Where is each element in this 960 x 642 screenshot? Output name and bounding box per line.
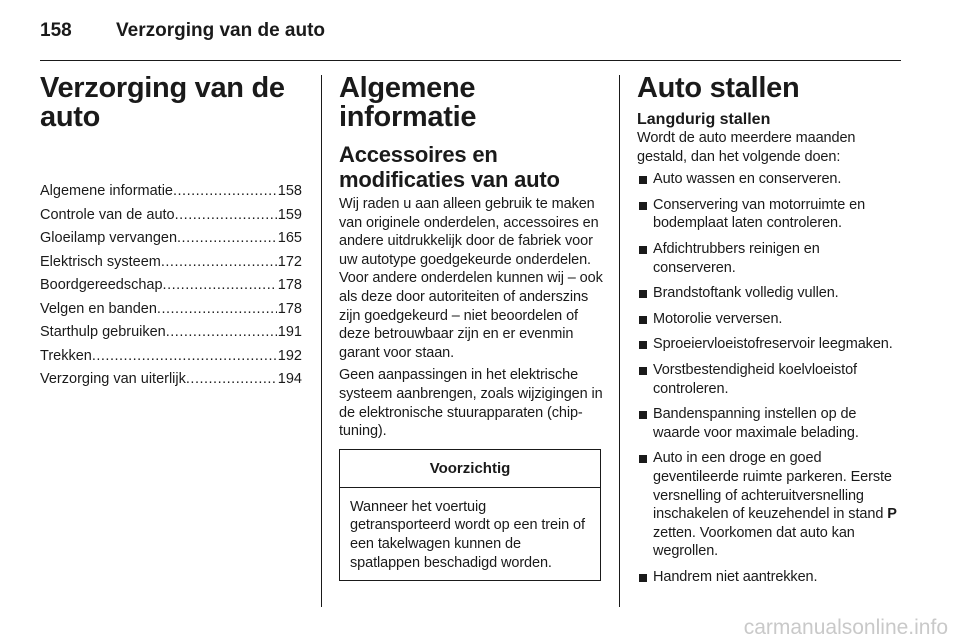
toc-label: Gloeilamp vervangen <box>40 230 178 246</box>
list-item <box>637 405 903 442</box>
section-title: Auto stallen <box>637 72 800 104</box>
chapter-column <box>40 74 302 392</box>
bullet-square-icon <box>639 341 647 349</box>
toc-entry[interactable] <box>40 227 302 251</box>
toc-entry[interactable] <box>40 321 302 345</box>
bullet-square-icon <box>639 290 647 298</box>
list-item-text: Handrem niet aantrekken. <box>653 568 818 585</box>
toc-entry[interactable] <box>40 345 302 369</box>
body-paragraph: Geen aanpassingen in het elektrische systeem aanbrengen, zoals wijzigingen in de elektronische stuurapparaten (chip-tuning). <box>339 367 603 440</box>
bullet-square-icon <box>639 202 647 210</box>
caution-box <box>339 449 601 581</box>
gear-position-label: P <box>887 506 897 523</box>
table-of-contents <box>40 180 302 392</box>
toc-label: Controle van de auto <box>40 206 175 223</box>
toc-leader <box>186 368 277 392</box>
list-item <box>637 240 903 277</box>
toc-leader <box>163 274 277 298</box>
list-item-text: Auto in een droge en goed geventileerde ruimte parkeren. Eerste versnelling of achteruitversnelling inschakelen of keuzehendel in stand <box>653 450 892 523</box>
list-item-text: zetten. Voorkomen dat auto kan wegrollen. <box>653 524 855 560</box>
toc-page: 159 <box>277 206 302 223</box>
toc-label: Elektrisch systeem <box>40 253 161 270</box>
list-item <box>637 310 903 329</box>
bullet-square-icon <box>639 455 647 463</box>
list-item <box>637 568 903 587</box>
toc-leader <box>173 180 277 204</box>
subsection-title: Langdurig stallen <box>637 111 771 128</box>
toc-entry[interactable] <box>40 180 302 204</box>
toc-leader <box>92 345 277 369</box>
toc-page: 192 <box>277 347 302 364</box>
running-header-title: Verzorging van de auto <box>116 20 326 41</box>
list-item-text: Conservering van motorruimte en bodemplaat laten controleren. <box>653 196 866 232</box>
list-item <box>637 449 903 561</box>
toc-leader <box>157 298 277 322</box>
bullet-square-icon <box>639 316 647 324</box>
toc-page: 191 <box>277 324 302 340</box>
header-rule <box>40 60 901 61</box>
toc-label: Verzorging van uiterlijk <box>40 371 186 387</box>
page-header <box>40 20 920 50</box>
toc-leader <box>166 321 277 345</box>
column-divider <box>321 75 322 607</box>
toc-page: 165 <box>277 230 302 246</box>
toc-label: Trekken <box>40 347 92 364</box>
toc-entry[interactable] <box>40 204 302 228</box>
list-item-text: Bandenspanning instellen op de waarde voor maximale belading. <box>653 406 859 441</box>
list-item-text: Afdichtrubbers reinigen en conserveren. <box>653 240 820 276</box>
list-item <box>637 335 903 354</box>
list-item-text: Vorstbestendigheid koelvloeistof controleren. <box>653 361 857 397</box>
toc-label: Boordgereedschap <box>40 277 163 293</box>
list-item-text: Motorolie verversen. <box>653 310 783 327</box>
caution-title: Voorzichtig <box>340 450 600 488</box>
storage-column <box>637 74 903 593</box>
toc-entry[interactable] <box>40 251 302 275</box>
toc-entry[interactable] <box>40 274 302 298</box>
list-item <box>637 361 903 398</box>
subsection-title: Accessoires en modificaties van auto <box>339 142 560 192</box>
storage-checklist <box>637 170 903 586</box>
section-title: Algemene informatie <box>339 72 477 133</box>
toc-page: 178 <box>277 300 302 317</box>
bullet-square-icon <box>639 574 647 582</box>
list-item-text: Sproeiervloeistofreservoir leegmaken. <box>653 336 893 353</box>
toc-leader <box>161 251 277 275</box>
list-item <box>637 196 903 233</box>
bullet-square-icon <box>639 411 647 419</box>
bullet-square-icon <box>639 367 647 375</box>
intro-paragraph: Wordt de auto meerdere maanden gestald, dan het volgende doen: <box>637 130 856 165</box>
general-info-column <box>339 74 603 581</box>
bullet-square-icon <box>639 176 647 184</box>
list-item <box>637 284 903 303</box>
toc-page: 194 <box>277 371 302 387</box>
toc-label: Starthulp gebruiken <box>40 324 166 340</box>
toc-page: 178 <box>277 277 302 293</box>
list-item-text: Brandstoftank volledig vullen. <box>653 285 839 302</box>
toc-label: Velgen en banden <box>40 300 157 317</box>
watermark: carmanualsonline.info <box>743 616 948 639</box>
toc-label: Algemene informatie <box>40 183 173 199</box>
column-divider <box>619 75 620 607</box>
body-paragraph: Wij raden u aan alleen gebruik te maken van originele onderdelen, accessoires en andere uitdrukkelijk door de fabriek voor uw autotype goedgekeurde onderdelen. Voor andere onderdelen kunnen wij – ook als deze door autoriteiten of anderszins zijn goedgekeurd – niet beoordelen of deze betrouwbaar zijn en er evenmin garant voor staan. <box>339 196 603 361</box>
page-number: 158 <box>40 20 72 41</box>
toc-entry[interactable] <box>40 368 302 392</box>
toc-page: 158 <box>277 183 302 199</box>
toc-entry[interactable] <box>40 298 302 322</box>
caution-text: Wanneer het voertuig getransporteerd wordt op een trein of een takelwagen kunnen de spatlappen beschadigd worden. <box>350 498 585 571</box>
toc-page: 172 <box>277 253 302 270</box>
list-item <box>637 170 903 189</box>
list-item-text: Auto wassen en conserveren. <box>653 171 842 188</box>
toc-leader <box>175 204 277 228</box>
toc-leader <box>177 227 277 251</box>
bullet-square-icon <box>639 246 647 254</box>
chapter-title: Verzorging van de auto <box>40 72 285 133</box>
